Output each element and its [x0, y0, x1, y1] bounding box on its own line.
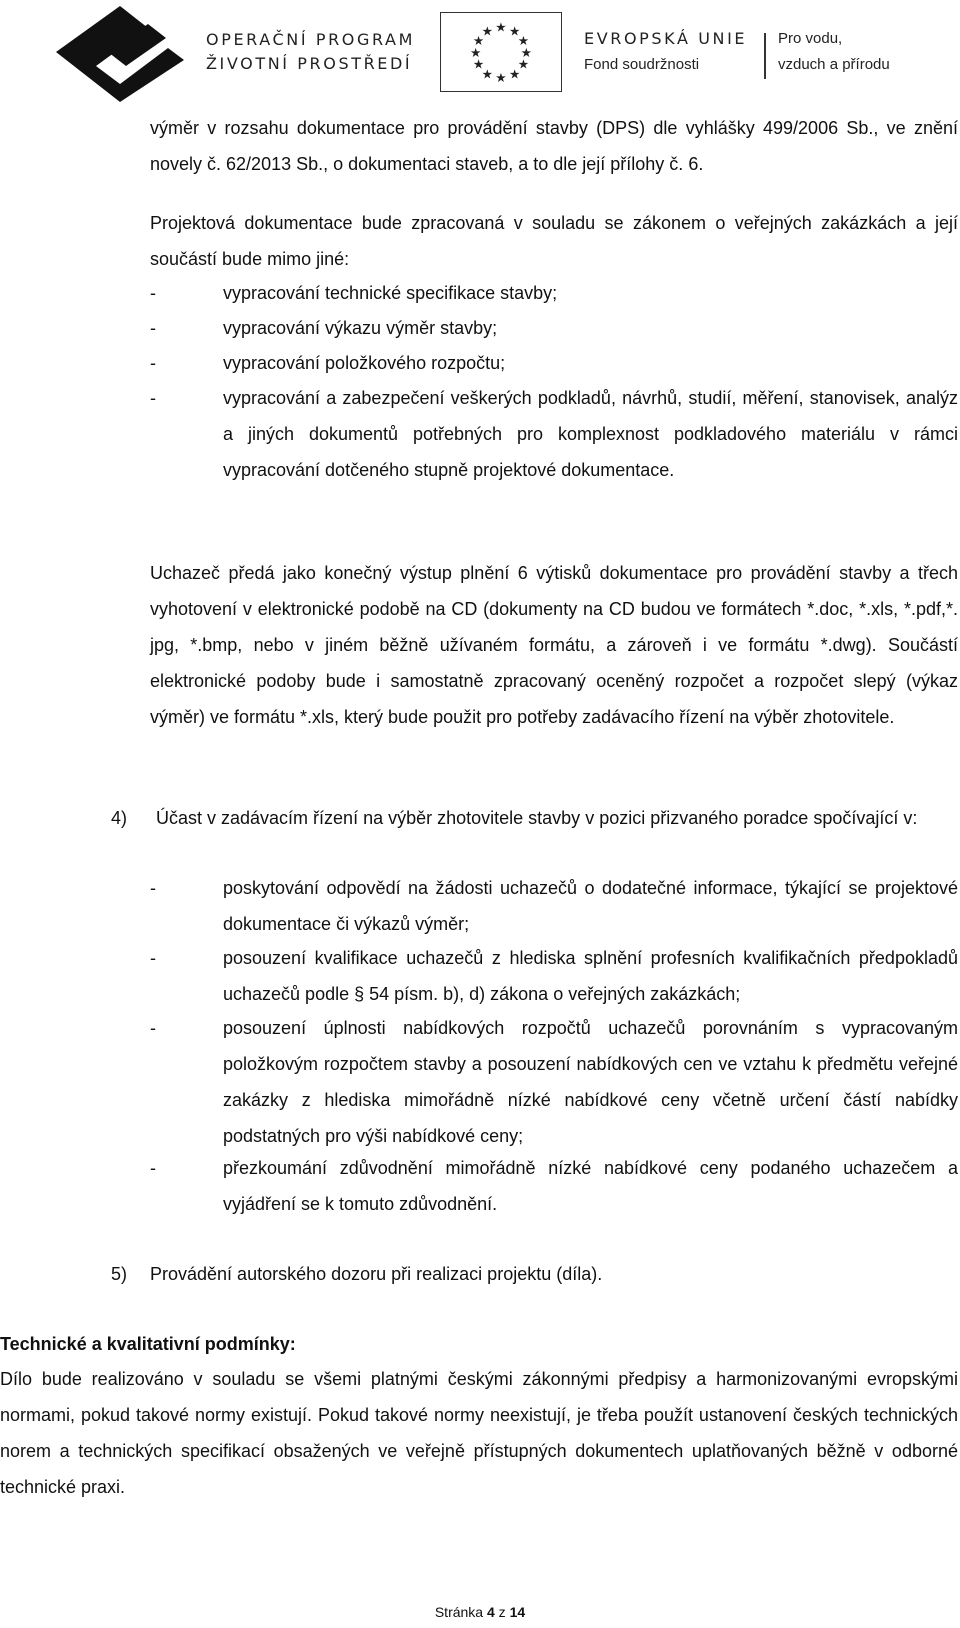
footer-page-total: 14	[509, 1604, 526, 1620]
footer-of: z	[498, 1604, 506, 1620]
intro-paragraph: výměr v rozsahu dokumentace pro provádění stavby (DPS) dle vyhlášky 499/2006 Sb., ve znění novely č. 62/2013 Sb., o dokumentaci staveb, a to dle její přílohy č. 6.	[150, 118, 958, 174]
op-line-2: ŽIVOTNÍ PROSTŘEDÍ	[206, 54, 413, 73]
svg-text:★: ★	[481, 23, 494, 39]
eu-fund-name: Fond soudržnosti	[584, 56, 700, 73]
svg-text:★: ★	[517, 56, 530, 72]
list-dash: -	[150, 1158, 156, 1178]
list-item: posouzení úplnosti nabídkových rozpočtů uchazečů porovnáním s vypracovaným položkovým rozpočtem stavby a posouzení nabídkových cen ve vztahu k předmětu veřejné zakázky z hlediska mimořádně nízké nabídkové ceny včetně určení částí nabídky podstatných pro výši nabídkové ceny;	[223, 1018, 958, 1146]
svg-text:★: ★	[495, 19, 507, 35]
svg-text:★: ★	[481, 66, 494, 82]
svg-text:★: ★	[517, 33, 530, 49]
list-dash: -	[150, 1018, 156, 1038]
svg-text:★: ★	[469, 44, 482, 60]
list-dash: -	[150, 388, 156, 408]
svg-text:★: ★	[472, 56, 485, 72]
item-4-text: Účast v zadávacím řízení na výběr zhotovitele stavby v pozici přizvaného poradce spočívající v:	[156, 808, 918, 828]
list-dash: -	[150, 353, 156, 373]
list-item: přezkoumání zdůvodnění mimořádně nízké nabídkové ceny podaného uchazečem a vyjádření se k tomuto zdůvodnění.	[223, 1158, 958, 1214]
list-item: vypracování položkového rozpočtu;	[223, 353, 506, 373]
item-5-text: Provádění autorského dozoru při realizaci projektu (díla).	[150, 1264, 603, 1284]
footer-label: Stránka	[434, 1604, 484, 1620]
list-dash: -	[150, 283, 156, 303]
item-number: 4)	[111, 808, 128, 828]
tech-paragraph: Dílo bude realizováno v souladu se všemi platnými českými zákonnými předpisy a harmonizovanými evropskými normami, pokud takové normy existují. Pokud takové normy neexistují, je třeba použít ustanovení českých technických norem a technických specifikací obsažených ve veřejně přístupných dokumentech uplatňovaných běžně v odborné technické praxi.	[0, 1369, 958, 1497]
op-line-1: OPERAČNÍ PROGRAM	[206, 30, 416, 49]
list-item: vypracování a zabezpečení veškerých podkladů, návrhů, studií, měření, stanovisek, analýz a jiných dokumentů potřebných pro komplexnost podkladového materiálu v rámci vypracování dotčeného stupně projektové dokumentace.	[223, 388, 958, 480]
item-number: 5)	[111, 1264, 128, 1284]
delivery-paragraph: Uchazeč předá jako konečný výstup plnění 6 výtisků dokumentace pro provádění stavby a třech vyhotovení v elektronické podobě na CD (dokumenty na CD budou ve formátech *.doc, *.xls, *.pdf,*. jpg, *.bmp, nebo v jiném běžně užívaném formátu, a zároveň i ve formátu *.dwg). Součástí elektronické podoby bude i samostatně zpracovaný oceněný rozpočet a rozpočet slepý (výkaz výměr) ve formátu *.xls, který bude použit pro potřeby zadávacího řízení na výběr zhotovitele.	[150, 563, 958, 727]
footer-page-number: 4	[486, 1604, 495, 1620]
motto-line-1: Pro vodu,	[778, 30, 843, 47]
svg-text:★: ★	[495, 70, 507, 86]
list-dash: -	[150, 948, 156, 968]
list-item: vypracování technické specifikace stavby;	[223, 283, 558, 303]
list-dash: -	[150, 318, 156, 338]
svg-text:★: ★	[508, 23, 521, 39]
page-header	[0, 0, 960, 105]
list-item: vypracování výkazu výměr stavby;	[223, 318, 498, 338]
list-item: posouzení kvalifikace uchazečů z hlediska splnění profesních kvalifikačních předpokladů uchazečů podle § 54 písm. b), d) zákona o veřejných zakázkách;	[223, 948, 958, 1004]
op-zp-logo-icon	[56, 6, 184, 102]
eu-name: EVROPSKÁ UNIE	[584, 29, 748, 48]
header-divider	[764, 33, 766, 79]
motto-line-2: vzduch a přírodu	[778, 56, 890, 73]
project-paragraph: Projektová dokumentace bude zpracovaná v souladu se zákonem o veřejných zakázkách a její součástí bude mimo jiné:	[150, 213, 958, 269]
list-item: poskytování odpovědí na žádosti uchazečů o dodatečné informace, týkající se projektové dokumentace či výkazů výměr;	[223, 878, 958, 934]
list-dash: -	[150, 878, 156, 898]
op-program-name	[206, 28, 415, 76]
svg-text:★: ★	[508, 66, 521, 82]
eu-flag-icon	[440, 12, 562, 92]
svg-text:★: ★	[520, 44, 533, 60]
section-heading: Technické a kvalitativní podmínky:	[0, 1334, 296, 1354]
page-footer	[0, 1604, 960, 1620]
svg-text:★: ★	[472, 33, 485, 49]
